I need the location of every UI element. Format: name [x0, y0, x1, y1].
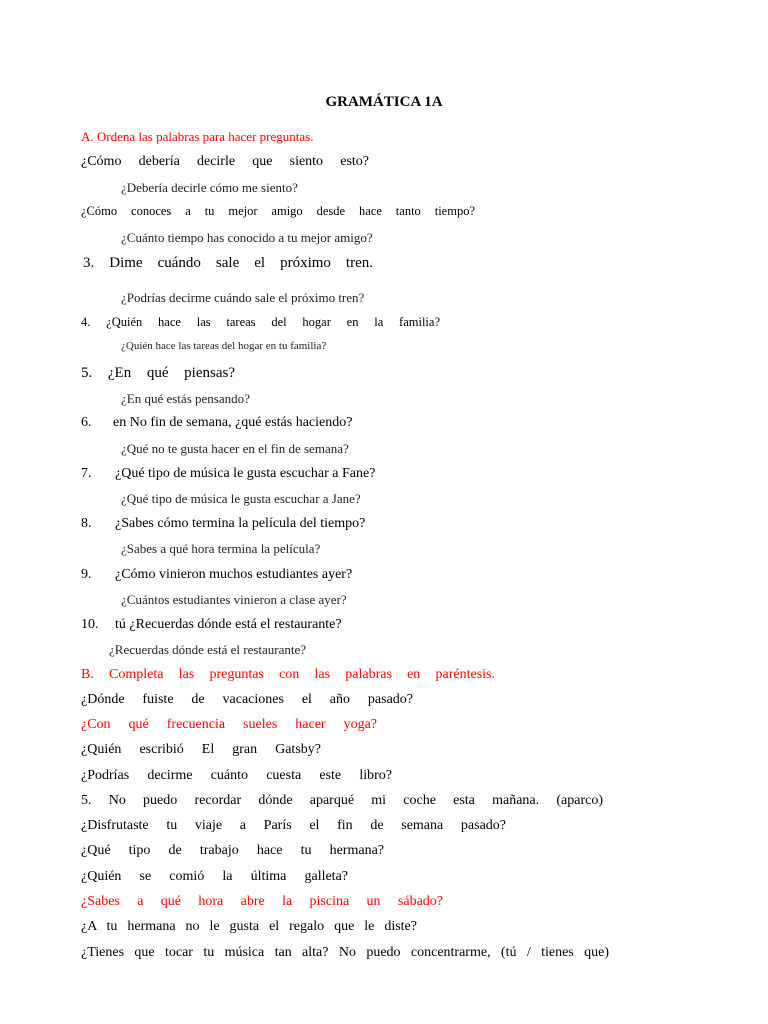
section-b-line-2: ¿Con qué frecuencia sueles hacer yoga? [81, 717, 377, 732]
question-1: ¿Cómo debería decirle que siento esto? [81, 154, 369, 169]
answer-6: ¿Qué no te gusta hacer en el fin de semana? [121, 441, 349, 456]
section-b-line-3: ¿Quién escribió El gran Gatsby? [81, 742, 321, 757]
answer-4: ¿Quién hace las tareas del hogar en tu familia? [121, 340, 327, 352]
section-b-line-11: ¿Tienes que tocar tu música tan alta? No puedo concentrarme, (tú / tienes que) [81, 945, 609, 960]
question-9: ¿Cómo vinieron muchos estudiantes ayer? [115, 567, 353, 582]
question-8: ¿Sabes cómo termina la película del tiempo? [115, 516, 366, 531]
question-10-number: 10. [81, 617, 99, 632]
section-a-heading: A. Ordena las palabras para hacer preguntas. [81, 129, 314, 144]
section-b-line-4: ¿Podrías decirme cuánto cuesta este libro? [81, 768, 392, 783]
answer-1: ¿Debería decirle cómo me siento? [121, 180, 298, 195]
question-6: en No fin de semana, ¿qué estás haciendo? [113, 415, 353, 430]
answer-5: ¿En qué estás pensando? [121, 391, 250, 406]
section-b-line-6: ¿Disfrutaste tu viaje a París el fin de semana pasado? [81, 818, 506, 833]
section-b-line-9: ¿Sabes a qué hora abre la piscina un sábado? [81, 894, 443, 909]
answer-9: ¿Cuántos estudiantes vinieron a clase ayer? [121, 592, 347, 607]
question-7: ¿Qué tipo de música le gusta escuchar a Fane? [115, 466, 376, 481]
answer-2: ¿Cuánto tiempo has conocido a tu mejor amigo? [121, 230, 373, 245]
question-6-number: 6. [81, 415, 92, 430]
answer-7: ¿Qué tipo de música le gusta escuchar a Jane? [121, 491, 361, 506]
question-7-number: 7. [81, 466, 92, 481]
answer-3: ¿Podrías decirme cuándo sale el próximo tren? [121, 290, 365, 305]
question-9-number: 9. [81, 567, 92, 582]
section-b-line-8: ¿Quién se comió la última galleta? [81, 869, 348, 884]
answer-8: ¿Sabes a qué hora termina la película? [121, 541, 321, 556]
question-3: 3. Dime cuándo sale el próximo tren. [83, 255, 373, 271]
section-b-line-7: ¿Qué tipo de trabajo hace tu hermana? [81, 843, 384, 858]
answer-10: ¿Recuerdas dónde está el restaurante? [109, 642, 307, 657]
section-b-line-1: ¿Dónde fuiste de vacaciones el año pasado? [81, 692, 413, 707]
section-b-line-10: ¿A tu hermana no le gusta el regalo que le diste? [81, 919, 417, 934]
question-2: ¿Cómo conoces a tu mejor amigo desde hace tanto tiempo? [81, 204, 475, 218]
section-b-heading: B. Completa las preguntas con las palabras en paréntesis. [81, 667, 495, 682]
question-8-number: 8. [81, 516, 92, 531]
section-b-line-5: 5. No puedo recordar dónde aparqué mi coche esta mañana. (aparco) [81, 793, 603, 808]
page-title: GRAMÁTICA 1A [325, 94, 443, 110]
question-10: tú ¿Recuerdas dónde está el restaurante? [115, 617, 342, 632]
question-4: 4. ¿Quién hace las tareas del hogar en la familia? [81, 315, 440, 329]
question-5: 5. ¿En qué piensas? [81, 365, 235, 381]
